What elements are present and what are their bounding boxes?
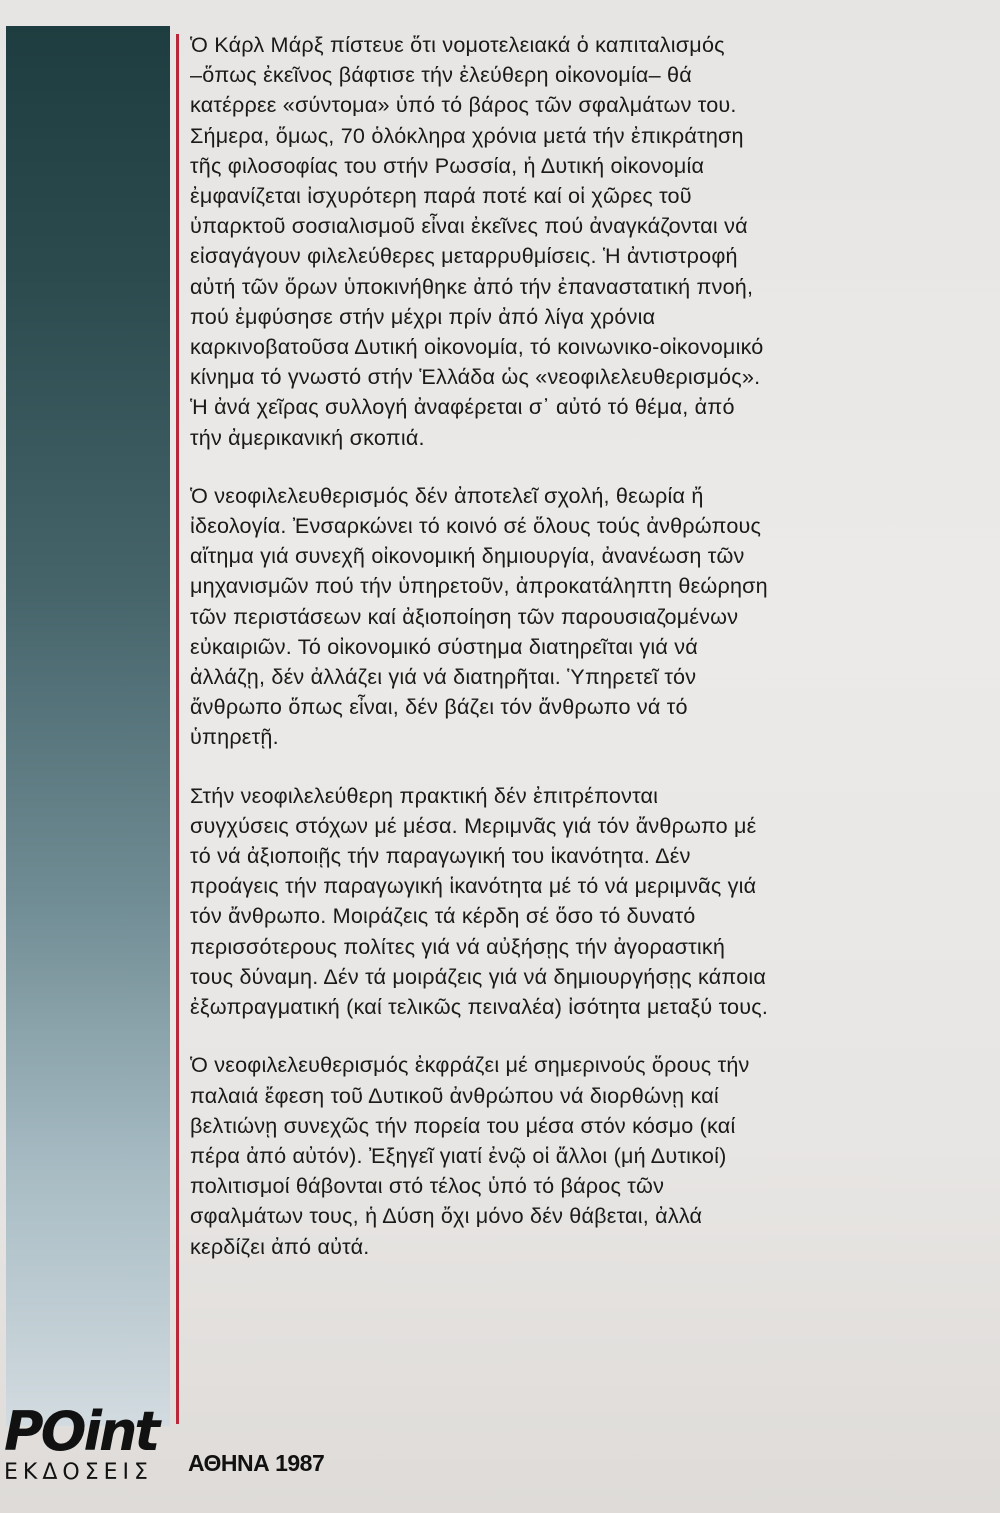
imprint-place-year: ΑΘΗΝΑ 1987 xyxy=(188,1450,325,1476)
text-line: ἄνθρωπο ὅπως εἶναι, δέν βάζει τόν ἄνθρωπο νά τό xyxy=(190,694,688,720)
text-line: κατέρρεε «σύντομα» ὑπό τό βάρος τῶν σφαλμάτων του. xyxy=(190,92,737,118)
text-line: εἰσαγάγουν φιλελεύθερες μεταρρυθμίσεις. Ἡ ἀντιστροφή xyxy=(190,243,738,269)
text-line: σφαλμάτων τους, ἡ Δύση ὄχι μόνο δέν θάβεται, ἀλλά xyxy=(190,1203,703,1229)
text-line: πέρα ἀπό αὐτόν). Ἐξηγεῖ γιατί ἐνῷ οἱ ἄλλοι (μή Δυτικοί) xyxy=(190,1142,727,1168)
red-vertical-rule xyxy=(176,34,179,1424)
text-line: ὑπηρετῇ. xyxy=(190,724,279,750)
text-line: μηχανισμῶν πού τήν ὑπηρετοῦν, ἀπροκατάληπτη θεώρηση xyxy=(190,573,768,599)
text-line: καρκινοβατοῦσα Δυτική οἰκονομία, τό κοινωνικο-οἰκονομικό xyxy=(190,334,764,360)
text-line: βελτιώνῃ συνεχῶς τήν πορεία του μέσα στόν κόσμο (καί xyxy=(190,1112,736,1138)
text-line: πού ἐμφύσησε στήν μέχρι πρίν ἀπό λίγα χρόνια xyxy=(190,303,656,329)
text-line: τήν ἀμερικανική σκοπιά. xyxy=(190,424,425,450)
text-line: τόν ἄνθρωπο. Μοιράζεις τά κέρδη σέ ὅσο τό δυνατό xyxy=(190,903,696,929)
text-line: Ὁ Κάρλ Μάρξ πίστευε ὅτι νομοτελειακά ὁ καπιταλισμός xyxy=(190,32,725,57)
text-line: Σήμερα, ὅμως, 70 ὁλόκληρα χρόνια μετά τήν ἐπικράτηση xyxy=(190,122,744,148)
text-line: κερδίζει ἀπό αὐτά. xyxy=(190,1233,370,1259)
gradient-side-band xyxy=(6,26,170,1426)
text-line: τό νά ἀξιοποιῇς τήν παραγωγική του ἱκανότητα. Δέν xyxy=(190,843,691,869)
text-line: πολιτισμοί θάβονται στό τέλος ὑπό τό βάρος τῶν xyxy=(190,1173,665,1199)
text-line: ἰδεολογία. Ἐνσαρκώνει τό κοινό σέ ὅλους τούς ἀνθρώπους xyxy=(190,513,762,539)
blurb-text xyxy=(190,30,878,1290)
publisher-logo-word: POint xyxy=(4,1400,158,1463)
text-line: ἐμφανίζεται ἰσχυρότερη παρά ποτέ καί οἱ χῶρες τοῦ xyxy=(190,183,692,209)
text-line: ὑπαρκτοῦ σοσιαλισμοῦ εἶναι ἐκεῖνες πού ἀναγκάζονται νά xyxy=(190,213,748,239)
paragraph-2 xyxy=(190,481,878,753)
text-line: αὐτή τῶν ὅρων ὑποκινήθηκε ἀπό τήν ἐπαναστατική πνοή, xyxy=(190,273,754,299)
text-line: εὐκαιριῶν. Τό οἰκονομικό σύστημα διατηρεῖται γιά νά xyxy=(190,633,698,659)
text-line: ἀλλάζῃ, δέν ἀλλάζει γιά νά διατηρῆται. Ὑπηρετεῖ τόν xyxy=(190,664,697,690)
text-line: ἐξωπραγματική (καί τελικῶς πειναλέα) ἰσότητα μεταξύ τους. xyxy=(190,994,769,1020)
paragraph-4 xyxy=(190,1050,878,1261)
text-line: παλαιά ἔφεση τοῦ Δυτικοῦ ἀνθρώπου νά διορθώνῃ καί xyxy=(190,1082,719,1108)
text-line: τους δύναμη. Δέν τά μοιράζεις γιά νά δημιουργήσῃς κάποια xyxy=(190,963,767,989)
paragraph-3 xyxy=(190,781,878,1023)
text-line: τῶν περιστάσεων καί ἀξιοποίηση τῶν παρουσιαζομένων xyxy=(190,603,739,629)
text-line: Ὁ νεοφιλελευθερισμός ἐκφράζει μέ σημερινούς ὅρους τήν xyxy=(190,1052,750,1078)
publisher-logo-subtitle: ΕΚΔΟΣΕΙΣ xyxy=(4,1460,153,1485)
text-line: Στήν νεοφιλελεύθερη πρακτική δέν ἐπιτρέπονται xyxy=(190,782,659,808)
text-line: προάγεις τήν παραγωγική ἱκανότητα μέ τό νά μεριμνᾶς γιά xyxy=(190,873,757,899)
text-line: τῆς φιλοσοφίας του στήν Ρωσσία, ἡ Δυτική οἰκονομία xyxy=(190,152,705,178)
text-line: –ὅπως ἐκεῖνος βάφτισε τήν ἐλεύθερη οἰκονομία– θά xyxy=(190,62,692,88)
paragraph-1 xyxy=(190,30,878,453)
publisher-logo xyxy=(4,1400,174,1485)
text-line: συγχύσεις στόχων μέ μέσα. Μεριμνᾶς γιά τόν ἄνθρωπο μέ xyxy=(190,812,757,838)
text-line: Ἡ ἀνά χεῖρας συλλογή ἀναφέρεται σ᾽ αὐτό τό θέμα, ἀπό xyxy=(190,394,735,420)
text-line: κίνημα τό γνωστό στήν Ἑλλάδα ὡς «νεοφιλελευθερισμός». xyxy=(190,364,761,390)
text-line: περισσότερους πολίτες γιά νά αὐξήσῃς τήν ἀγοραστική xyxy=(190,933,726,959)
text-line: Ὁ νεοφιλελευθερισμός δέν ἀποτελεῖ σχολή, θεωρία ἤ xyxy=(190,482,704,508)
text-line: αἴτημα γιά συνεχῆ οἰκονομική δημιουργία, ἀνανέωση τῶν xyxy=(190,543,745,569)
